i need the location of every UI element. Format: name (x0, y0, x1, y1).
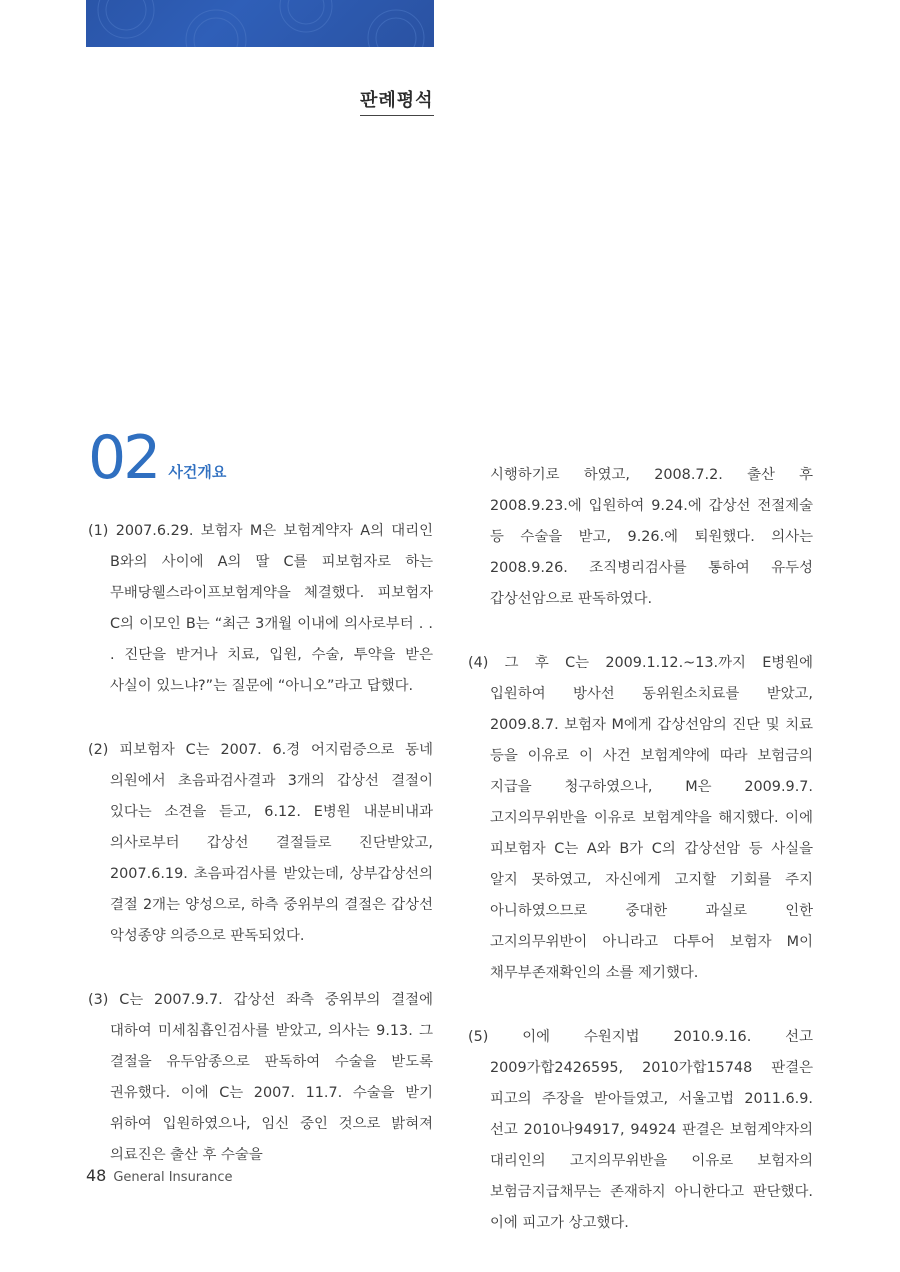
section-label: 사건개요 (168, 463, 227, 481)
paragraph-1: (1) 2007.6.29. 보험자 M은 보험계약자 A의 대리인 B와의 사이에 A의 딸 C를 피보험자로 하는 무배당웰스라이프보험계약을 체결했다. 피보험자 C의 이모인 B는 “최근 3개월 이내에 의사로부터 . . . 진단을 받거나 치료, 입원, 수술, 투약을 받은 사실이 있느냐?”는 질문에 “아니오”라고 답했다. (88, 523, 433, 694)
banner-pattern (86, 0, 434, 47)
paragraph-3: (3) C는 2007.9.7. 갑상선 좌측 중위부의 결절에 대하여 미세침흡인검사를 받았고, 의사는 9.13. 그 결절을 유두암종으로 판독하여 수술을 받도록 권유했다. 이에 C는 2007. 11.7. 수술을 받기 위하여 입원하였으나, 임신 중인 것으로 밝혀져 의료진은 출산 후 수술을 (88, 992, 433, 1163)
paragraph-4: (4) 그 후 C는 2009.1.12.~13.까지 E병원에 입원하여 방사선 동위원소치료를 받았고, 2009.8.7. 보험자 M에게 갑상선암의 진단 및 치료 등을 이유로 이 사건 보험계약에 따라 보험금의 지급을 청구하였으나, M은 2009.9.7. 고지의무위반을 이유로 보험계약을 해지했다. 이에 피보험자 C는 A와 B가 C의 갑상선암 등 사실을 알지 못하였고, 자신에게 고지할 기회를 주지 아니하였으므로 중대한 과실로 인한 고지의무위반이 아니라고 다투어 보험자 M이 채무부존재확인의 소를 제기했다. (468, 655, 813, 981)
section-heading (88, 423, 227, 493)
left-column (88, 516, 433, 1204)
page-footer (86, 1166, 233, 1185)
page-number: 48 (86, 1166, 107, 1185)
section-number: 02 (88, 423, 159, 493)
page-header-title: 판례평석 (360, 86, 434, 116)
paragraph-5: (5) 이에 수원지법 2010.9.16. 선고 2009가합2426595, 2010가합15748 판결은 피고의 주장을 받아들였고, 서울고법 2011.6.9. 선고 2010나94917, 94924 판결은 보험계약자의 대리인의 고지의무위반을 이유로 보험자의 보험금지급채무는 존재하지 아니한다고 판단했다. 이에 피고가 상고했다. (468, 1029, 813, 1231)
paragraph-2: (2) 피보험자 C는 2007. 6.경 어지럼증으로 동네 의원에서 초음파검사결과 3개의 갑상선 결절이 있다는 소견을 듣고, 6.12. E병원 내분비내과 의사로부터 갑상선 결절들로 진단받았고, 2007.6.19. 초음파검사를 받았는데, 상부갑상선의 결절 2개는 양성으로, 하측 중위부의 결절은 갑상선 악성종양 의증으로 판독되었다. (88, 742, 433, 944)
top-banner (86, 0, 434, 47)
right-column (468, 460, 813, 1272)
publication-name: General Insurance (113, 1170, 233, 1185)
paragraph-3-continuation: 시행하기로 하였고, 2008.7.2. 출산 후 2008.9.23.에 입원하여 9.24.에 갑상선 전절제술 등 수술을 받고, 9.26.에 퇴원했다. 의사는 2008.9.26. 조직병리검사를 통하여 유두성 갑상선암으로 판독하였다. (490, 467, 813, 607)
